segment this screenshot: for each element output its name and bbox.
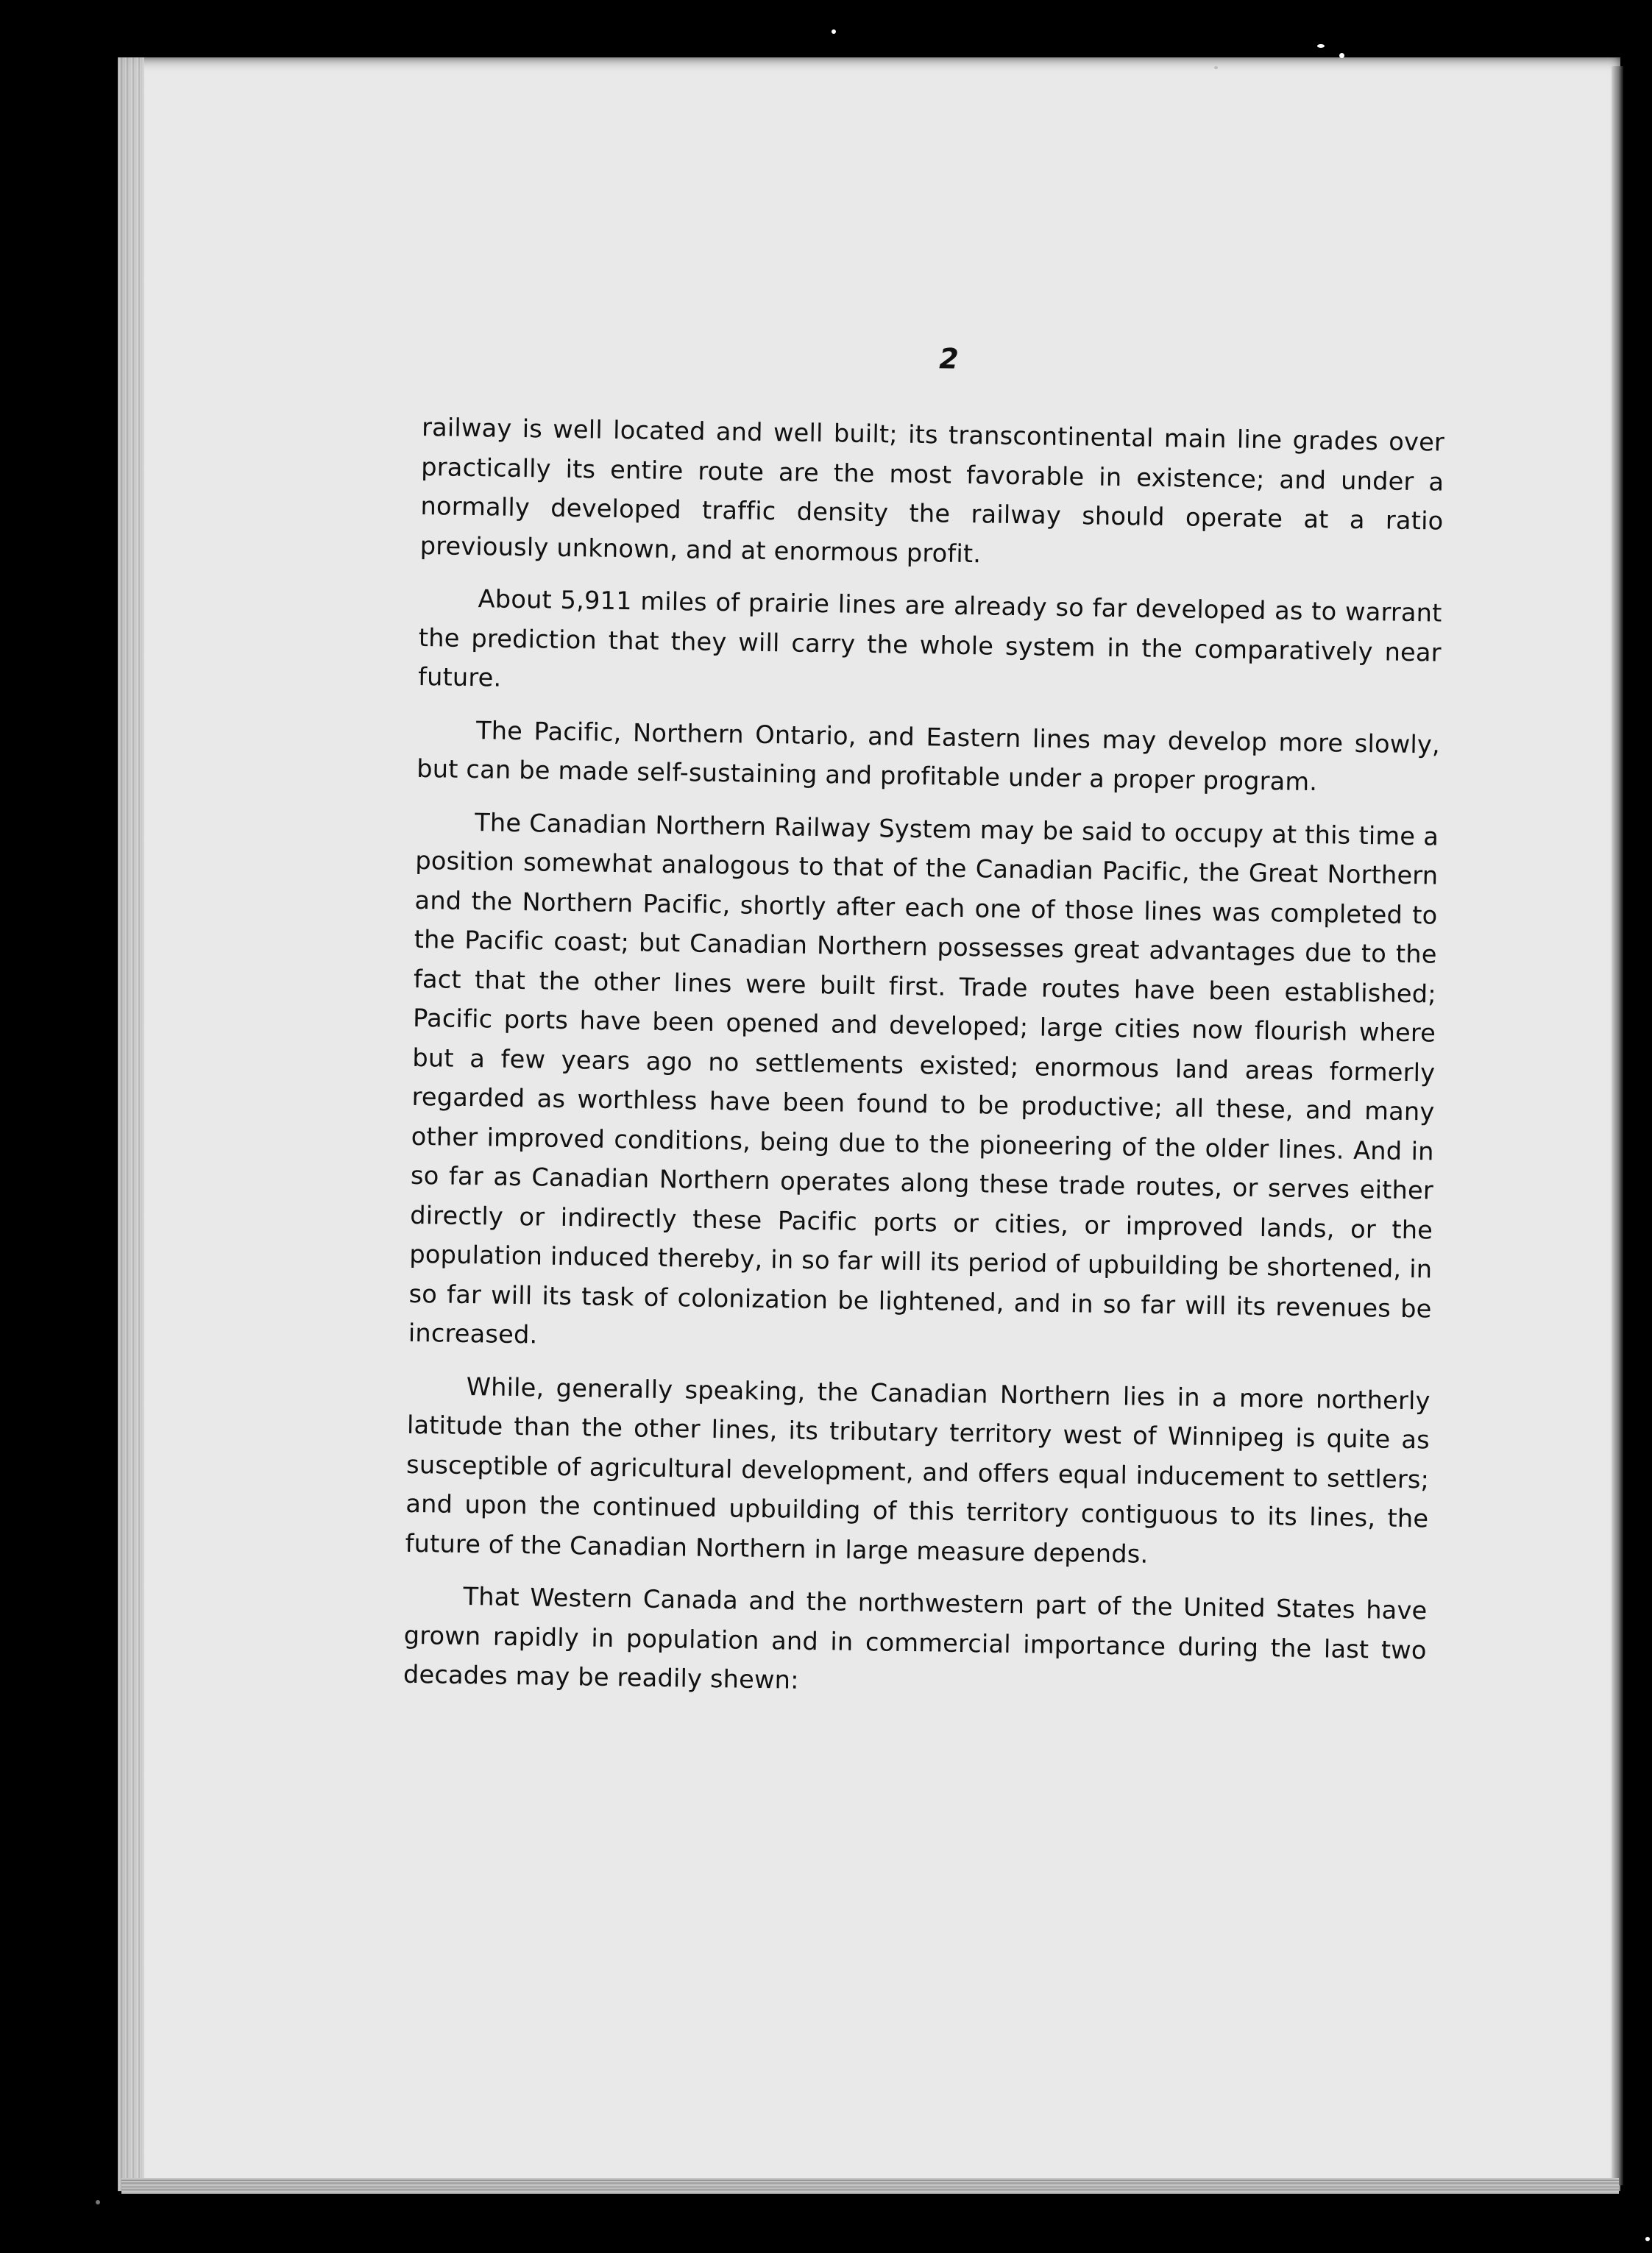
page-number: 2: [939, 342, 960, 375]
scan-speck: [96, 2200, 100, 2204]
page-text-block: [403, 335, 1446, 1722]
paragraph: That Western Canada and the northwestern part of the United States have grown rapidly in population and in commercial importance during the last two decades may be readily shewn:: [403, 1582, 1428, 1695]
scan-speck: [1317, 44, 1325, 48]
paragraph: railway is well located and well built; its transcontinental main line grades over practically its entire route are the most favorable in existence; and under a normally developed traffic density the railway should operate at a ratio previously unknown, and at enormous profit.: [419, 412, 1445, 568]
scan-speck: [832, 29, 836, 34]
paragraph: The Canadian Northern Railway System may be said to occupy at this time a position somewhat analogous to that of the Canadian Pacific, the Great Northern and the Northern Pacific, shortly after each one of those lines was completed to the Pacific coast; but Canadian Northern possesses great advantages due to the fact that the other lines were built first. Trade routes have been established; Pacific ports have been opened and developed; large cities now flourish where but a few years ago no settlements existed; enormous land areas formerly regarded as worthless have been found to be productive; all these, and many other improved conditions, being due to the pioneering of the older lines. And in so far as Canadian Northern operates along these trade routes, or serves either directly or indirectly these Pacific ports or cities, or improved lands, or the population induced thereby, in so far will its period of upbuilding be shortened, in so far will its task of colonization be lightened, and in so far will its revenues be increased.: [408, 807, 1439, 1349]
scan-speck: [1214, 66, 1218, 69]
page-right-edge: [1612, 66, 1623, 2185]
scan-speck: [1645, 2237, 1650, 2241]
paragraph: About 5,911 miles of prairie lines are already so far developed as to warrant the prediction that they will carry the whole system in the comparatively near future.: [417, 584, 1442, 692]
page-binding-edge: [118, 57, 144, 2191]
paragraph: While, generally speaking, the Canadian Northern lies in a more northerly latitude than the other lines, its tributary territory west of Winnipeg is quite as susceptible of agricultural development, and offers equal inducement to settlers; and upon the continued upbuilding of this territory contiguous to its lines, the future of the Canadian Northern in large measure depends.: [405, 1372, 1431, 1569]
paragraph: The Pacific, Northern Ontario, and Eastern lines may develop more slowly, but can be made self-sustaining and profitable under a proper program.: [416, 715, 1441, 797]
scan-speck: [1339, 53, 1344, 58]
page-bottom-edge: [121, 2178, 1619, 2194]
